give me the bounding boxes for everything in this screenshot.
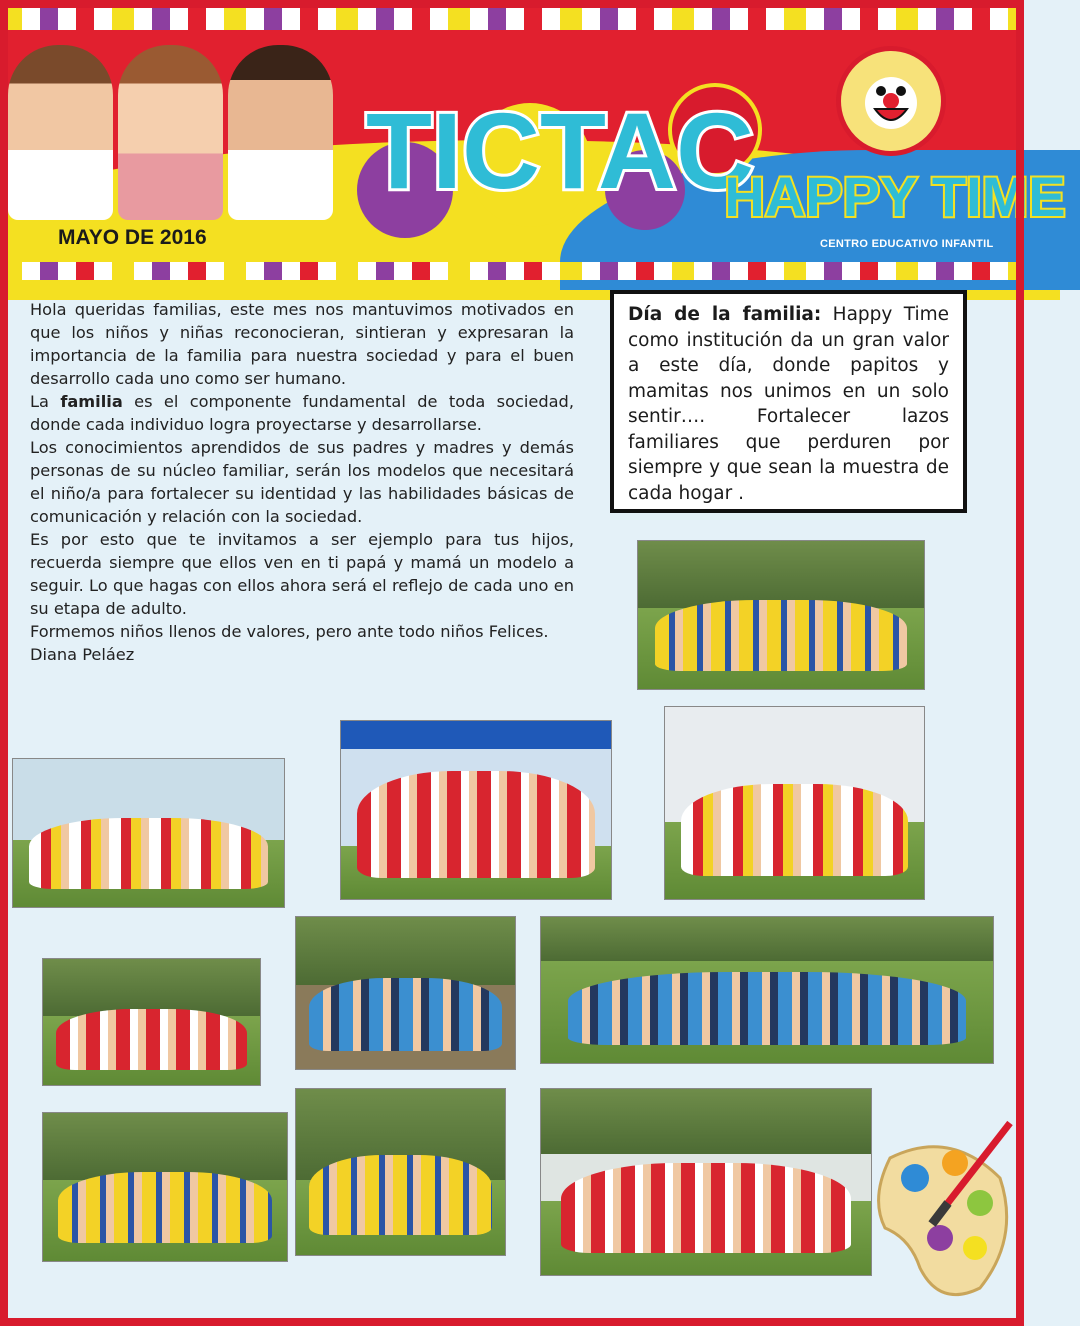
child-3: [228, 45, 333, 220]
clown-clock-icon: [836, 46, 946, 156]
family-photo: [12, 758, 285, 908]
example-paragraph: Es por esto que te invitamos a ser ejemplo para tus hijos, recuerda siempre que ellos ven en ti papá y mamá un modelo a seguir. Lo que hagas con ellos ahora será el reflejo de cada uno en su etapa de adulto.: [30, 530, 574, 618]
knowledge-paragraph: Los conocimientos aprendidos de sus padres y madres y demás personas de su núcleo familiar, serán los modelos que necesitará el niño/a para fortalecer su identidad y las habilidades básicas de comunicación y relación con la sociedad.: [30, 438, 574, 526]
family-photo: [295, 1088, 506, 1256]
values-paragraph: Formemos niños llenos de valores, pero ante todo niños Felices.: [30, 622, 549, 641]
family-paragraph: [30, 390, 574, 436]
family-photo: [540, 916, 994, 1064]
children-photo: [8, 40, 338, 220]
issue-date: MAYO DE 2016: [58, 226, 207, 249]
intro-article: [30, 298, 574, 666]
signature: Diana Peláez: [30, 645, 135, 664]
brand-subtitle: CENTRO EDUCATIVO INFANTIL: [820, 238, 994, 250]
family-photo: [42, 958, 261, 1086]
child-1: [8, 45, 113, 220]
callout-title: Día de la familia:: [628, 304, 822, 325]
family-photo: [540, 1088, 872, 1276]
callout-body: Happy Time como institución da un gran valor a este día, donde papitos y mamitas nos unimos en un solo sentir…. Fortalecer lazos familiares que perduren por siempre y que sean la muestra de cada hogar .: [628, 304, 949, 504]
intro-paragraph: Hola queridas familias, este mes nos mantuvimos motivados en que los niños y niñas reconocieran, sintieran y expresaran la importancia de la familia para nuestra sociedad y para el buen desarrollo cada uno como ser humano.: [30, 300, 574, 388]
paint-palette-icon: [870, 1118, 1018, 1308]
child-2: [118, 45, 223, 220]
family-photo: [42, 1112, 288, 1262]
family-photo: [340, 720, 612, 900]
family-day-callout: [610, 290, 967, 513]
tictac-logo-text: TICTAC: [366, 90, 754, 211]
family-paragraph-rest: es el componente fundamental de toda sociedad, donde cada individuo logra proyectarse y desarrollarse.: [30, 392, 574, 434]
family-paragraph-lead: La: [30, 392, 49, 411]
decorative-stripe-top: [0, 0, 1024, 30]
brand-name: HAPPY TIME: [724, 165, 1066, 228]
tictac-logo: [355, 70, 765, 230]
family-photo: [295, 916, 516, 1070]
family-keyword: familia: [60, 392, 123, 411]
family-photo: [637, 540, 925, 690]
masthead: [0, 0, 1066, 280]
decorative-stripe-bottom: [0, 262, 1024, 280]
family-photo: [664, 706, 925, 900]
